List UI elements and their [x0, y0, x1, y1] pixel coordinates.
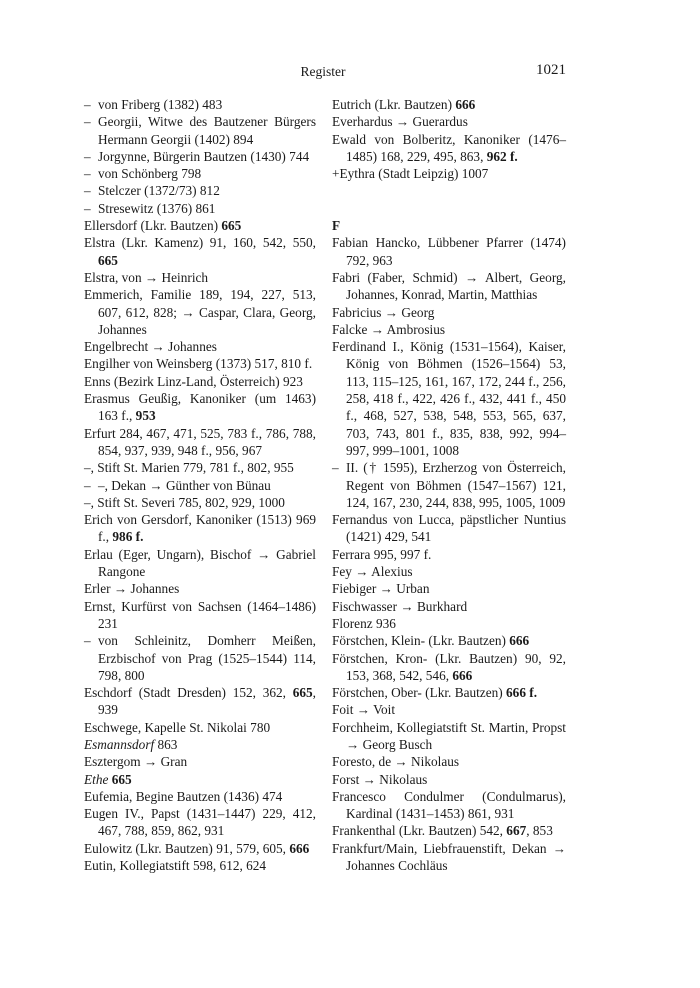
index-entry — [332, 96, 566, 113]
index-entry — [332, 788, 566, 823]
index-entry — [84, 182, 316, 199]
index-entry — [332, 165, 566, 182]
entry-text: Fey → Alexius — [332, 564, 413, 580]
index-entry — [84, 805, 316, 840]
entry-text: Fabian Hancko, Lübbener Pfarrer (1474) 792, 963 — [332, 235, 566, 268]
entry-text: Frankfurt/Main, Liebfrauenstift, Dekan → Johannes Cochläus — [332, 840, 566, 874]
index-entry — [84, 425, 316, 460]
index-entry — [332, 822, 566, 839]
index-entry — [84, 736, 316, 753]
index-entry — [84, 753, 316, 770]
section-spacer — [332, 182, 566, 217]
entry-text: Eufemia, Begine Bautzen (1436) 474 — [84, 788, 283, 804]
entry-text: Forst → Nikolaus — [332, 771, 428, 787]
index-entry — [332, 511, 566, 546]
entry-page-ref-bold: 665 — [292, 685, 313, 701]
entry-dash: – — [84, 166, 91, 182]
entry-page-ref-bold: 665 — [221, 218, 242, 234]
index-entry — [332, 719, 566, 754]
index-entry — [332, 304, 566, 321]
entry-dash: – — [84, 477, 91, 493]
index-entry — [84, 286, 316, 338]
page-number: 1021 — [536, 62, 566, 78]
entry-text: Erich von Gersdorf, Kanoniker (1513) 969 f., — [84, 512, 316, 545]
entry-text: , 853 — [526, 823, 553, 839]
index-entry — [332, 753, 566, 770]
entry-page-ref-bold: 665 — [98, 252, 118, 268]
index-entry — [84, 684, 316, 719]
index-entry — [332, 338, 566, 459]
index-entry — [332, 684, 566, 701]
entry-text: Falcke → Ambrosius — [332, 321, 446, 337]
entry-dash: – — [84, 114, 91, 130]
index-entry — [84, 338, 316, 355]
entry-text: Förstchen, Klein- (Lkr. Bautzen) — [332, 633, 510, 649]
index-entry — [84, 632, 316, 684]
entry-page-ref-bold: 986 f. — [112, 529, 144, 545]
entry-text: Stresewitz (1376) 861 — [98, 200, 216, 216]
entry-text: Everhardus → Guerardus — [332, 114, 468, 130]
index-entry — [84, 165, 316, 182]
entry-text: Eugen IV., Papst (1431–1447) 229, 412, 467, 788, 859, 862, 931 — [84, 806, 316, 839]
entry-text: Stelczer (1372/73) 812 — [98, 183, 220, 199]
entry-dash: – — [84, 200, 91, 216]
entry-page-ref-bold: 666 — [289, 840, 310, 856]
index-entry — [84, 96, 316, 113]
entry-text: Jorgynne, Bürgerin Bautzen (1430) 744 — [98, 148, 310, 164]
index-entry — [332, 580, 566, 597]
entry-text: Engilher von Weinsberg (1373) 517, 810 f. — [84, 356, 313, 372]
entry-text: –, Dekan → Günther von Bünau — [98, 477, 271, 493]
entry-text: Francesco Condulmer (Condulmarus), Kardinal (1431–1453) 861, 931 — [332, 788, 566, 822]
entry-text: Enns (Bezirk Linz-Land, Österreich) 923 — [84, 373, 303, 389]
entry-text: Erlau (Eger, Ungarn), Bischof → Gabriel Rangone — [84, 546, 316, 580]
index-entries-e-continued — [332, 96, 566, 182]
entry-text: –, Stift St. Severi 785, 802, 929, 1000 — [84, 494, 285, 510]
entry-text: Foit → Voit — [332, 702, 396, 718]
index-entry — [332, 546, 566, 563]
index-entry — [84, 234, 316, 269]
entry-text: Forchheim, Kollegiatstift St. Martin, Propst → Georg Busch — [332, 719, 566, 752]
section-letter: F — [332, 218, 341, 234]
entry-text: Ellersdorf (Lkr. Bautzen) — [84, 218, 222, 234]
entry-text: Eutrich (Lkr. Bautzen) — [332, 97, 456, 112]
entry-page-ref-bold: 666 f. — [506, 685, 538, 701]
index-entry — [332, 650, 566, 685]
entry-text: Engelbrecht → Johannes — [84, 339, 217, 355]
entry-text: von Schleinitz, Domherr Meißen, Erzbischof von Prag (1525–1544) 114, 798, 800 — [98, 633, 316, 683]
entry-text: Fiebiger → Urban — [332, 581, 430, 597]
entry-text: Elstra, von → Heinrich — [84, 269, 209, 285]
index-entry — [84, 857, 316, 874]
index-entry — [332, 113, 566, 130]
entry-text: Esztergom → Gran — [84, 754, 188, 770]
index-entries-f — [332, 234, 566, 874]
entry-text: Emmerich, Familie 189, 194, 227, 513, 607, 612, 828; → Caspar, Clara, Georg, Johannes — [84, 287, 316, 337]
index-entry — [332, 321, 566, 338]
entry-text: Frankenthal (Lkr. Bautzen) 542, — [332, 823, 507, 839]
index-entry — [84, 390, 316, 425]
index-entry — [84, 459, 316, 476]
entry-text: Ferrara 995, 997 f. — [332, 546, 432, 562]
index-entry — [84, 477, 316, 494]
index-entry — [332, 615, 566, 632]
entry-text: Foresto, de → Nikolaus — [332, 754, 460, 770]
index-entry — [332, 234, 566, 269]
entry-text: Förstchen, Ober- (Lkr. Bautzen) — [332, 685, 507, 701]
index-entry — [84, 788, 316, 805]
index-entry — [84, 840, 316, 857]
index-entry — [84, 719, 316, 736]
entry-text: Fabri (Faber, Schmid) → Albert, Georg, Johannes, Konrad, Martin, Matthias — [332, 269, 566, 303]
entry-text-italic: Esmannsdorf — [84, 736, 155, 752]
index-entry — [84, 148, 316, 165]
entry-dash: – — [84, 148, 91, 164]
entry-text: Eschwege, Kapelle St. Nikolai 780 — [84, 719, 271, 735]
index-entry — [332, 563, 566, 580]
entry-page-ref-bold: 666 — [509, 633, 530, 649]
entry-text: Fernandus von Lucca, päpstlicher Nuntius (1421) 429, 541 — [332, 512, 566, 545]
entry-page-ref-bold: 665 — [111, 771, 132, 787]
entry-text-italic: Ethe — [84, 771, 109, 787]
entry-text: Förstchen, Kron- (Lkr. Bautzen) 90, 92, 153, 368, 542, 546, — [332, 650, 566, 683]
entry-text: 863 — [154, 736, 178, 752]
entry-text: +Eythra (Stadt Leipzig) 1007 — [332, 166, 489, 182]
entry-dash: – — [332, 460, 339, 476]
index-entry — [84, 355, 316, 372]
index-column-left — [84, 96, 316, 874]
entry-text: Ernst, Kurfürst von Sachsen (1464–1486) 231 — [84, 598, 316, 631]
entry-text: Florenz 936 — [332, 615, 396, 631]
entry-page-ref-bold: 667 — [506, 823, 527, 839]
entry-text: Erler → Johannes — [84, 581, 180, 597]
index-entry — [332, 701, 566, 718]
entry-page-ref-bold: 666 — [452, 667, 473, 683]
entry-text: Ferdinand I., König (1531–1564), Kaiser, König von Böhmen (1526–1564) 53, 113, 115–125, 161, 167, 172, 244 f., 256, 258, 418 f., 422, 426 f., 432, 441 f., 450 f., 468, 527, 538, 548, 553, 565, 637, 703, 743, 801 f., 835, 838, 992, 994–997, 999–1001, 1008 — [332, 339, 566, 458]
entry-text: Erasmus Geußig, Kanoniker (um 1463) 163 f., — [84, 391, 316, 424]
entry-text: von Friberg (1382) 483 — [98, 97, 223, 112]
index-entry — [332, 598, 566, 615]
index-entry — [332, 131, 566, 166]
index-entry — [84, 494, 316, 511]
entry-text: Eutin, Kollegiatstift 598, 612, 624 — [84, 858, 267, 874]
entry-text: , 939 — [98, 685, 316, 718]
index-entry — [332, 459, 566, 511]
entry-text: Fabricius → Georg — [332, 304, 435, 320]
entry-page-ref-bold: 953 — [135, 408, 156, 424]
index-entry — [332, 269, 566, 304]
index-entry — [84, 580, 316, 597]
index-entry — [84, 373, 316, 390]
index-column-right — [332, 96, 566, 874]
entry-text: Eschdorf (Stadt Dresden) 152, 362, — [84, 685, 293, 701]
entry-text: Ewald von Bolberitz, Kanoniker (1476–1485) 168, 229, 495, 863, — [332, 131, 566, 164]
index-entry — [332, 840, 566, 875]
entry-text: von Schönberg 798 — [98, 166, 202, 182]
index-entry — [332, 771, 566, 788]
entry-text: Fischwasser → Burkhard — [332, 598, 468, 614]
entry-page-ref-bold: 666 — [455, 97, 476, 112]
index-entry — [84, 546, 316, 581]
index-entry — [84, 511, 316, 546]
page-header — [0, 60, 700, 84]
index-entry — [332, 632, 566, 649]
entry-text: Erfurt 284, 467, 471, 525, 783 f., 786, 788, 854, 937, 939, 948 f., 956, 967 — [84, 425, 316, 458]
entry-dash: – — [84, 183, 91, 199]
index-entry — [84, 269, 316, 286]
entry-dash: – — [84, 97, 91, 112]
index-entry — [84, 771, 316, 788]
entry-text: –, Stift St. Marien 779, 781 f., 802, 955 — [84, 460, 294, 476]
entry-text: Elstra (Lkr. Kamenz) 91, 160, 542, 550, — [84, 235, 316, 251]
index-entry — [84, 113, 316, 148]
index-entry — [84, 217, 316, 234]
index-entry — [84, 598, 316, 633]
entry-page-ref-bold: 962 f. — [486, 148, 518, 164]
entry-text: Georgii, Witwe des Bautzener Bürgers Hermann Georgii (1402) 894 — [98, 114, 316, 147]
entry-text: II. († 1595), Erzherzog von Österreich, Regent von Böhmen (1547–1567) 121, 124, 167, 230, 244, 838, 995, 1005, 1009 — [346, 460, 566, 510]
index-entry — [84, 200, 316, 217]
running-title: Register — [300, 64, 346, 79]
entry-dash: – — [84, 633, 91, 649]
entry-text: Eulowitz (Lkr. Bautzen) 91, 579, 605, — [84, 840, 290, 856]
